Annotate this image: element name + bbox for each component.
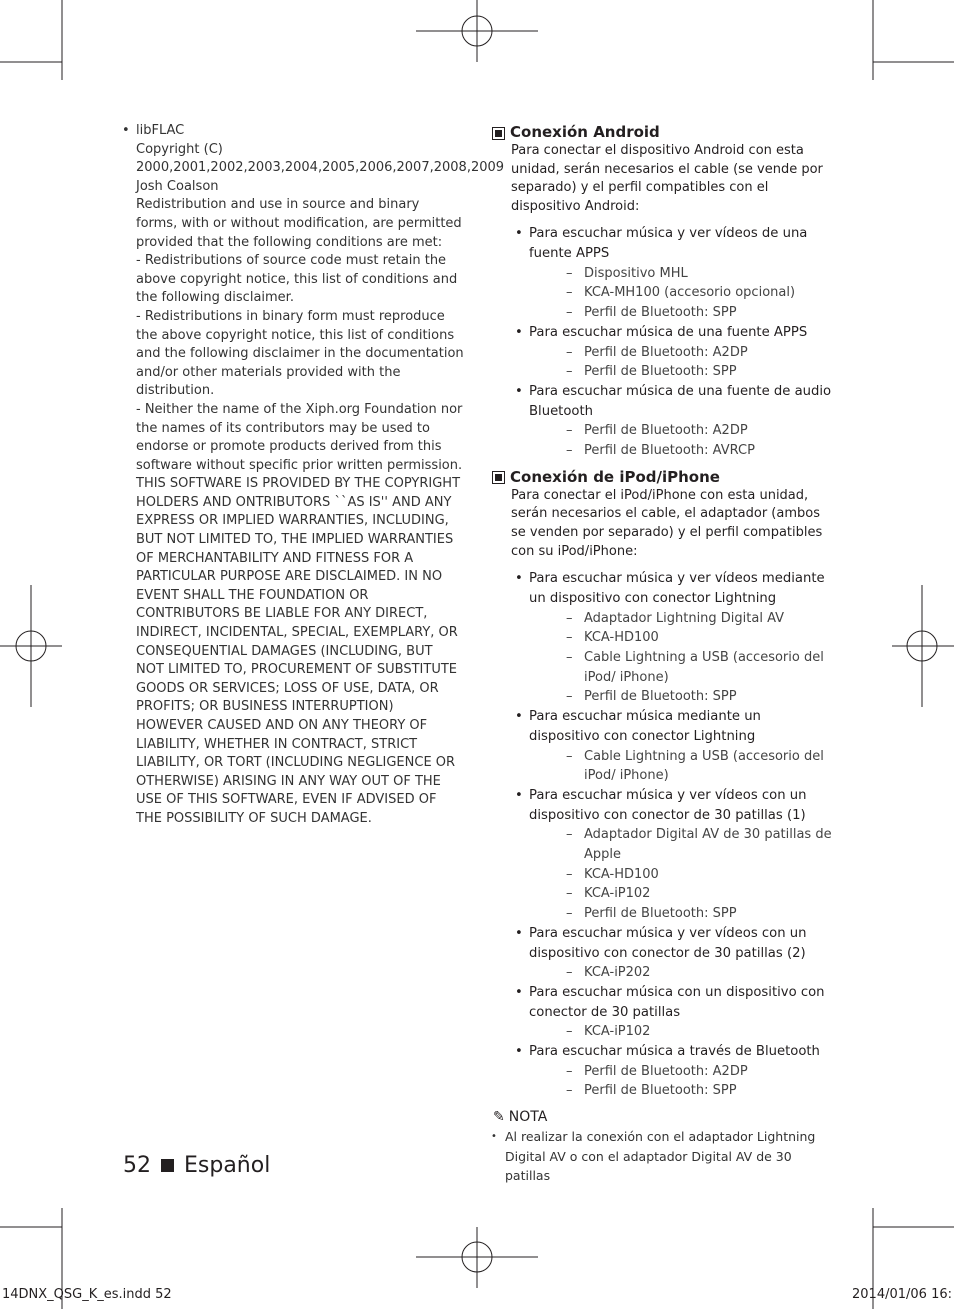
list-item: • Para escuchar música y ver vídeos con un dispositivo con conector de 30 patillas (1) – Adaptador Digital AV de 30 patillas de Apple – KCA-HD100 – KCA-iP102 – Perfil de Bluetooth: SPP <box>493 786 835 924</box>
list-item: • Para escuchar música y ver vídeos mediante un dispositivo con conector Lightning – Adaptador Lightning Digital AV – KCA-HD100 – Cable Lightning a USB (accesorio del iPod/ iPhone) – Perfil de Bluetooth: SPP <box>493 569 835 707</box>
sub-item: – KCA-iP102 <box>529 1022 835 1042</box>
page-footer <box>123 1153 270 1178</box>
list-item: • Para escuchar música con un dispositivo con conector de 30 patillas – KCA-iP102 <box>493 983 835 1042</box>
sub-item: – KCA-iP102 <box>529 884 835 904</box>
sub-item: – KCA-iP202 <box>529 963 835 983</box>
page-number: 52 <box>123 1153 151 1178</box>
sub-item: – Dispositivo MHL <box>529 264 835 284</box>
note-heading: ✎ NOTA <box>493 1109 548 1126</box>
license-title: libFLAC <box>136 123 185 138</box>
list-item: • Para escuchar música de una fuente de audio Bluetooth – Perfil de Bluetooth: A2DP – Perfil de Bluetooth: AVRCP <box>493 382 835 461</box>
section-android <box>493 122 835 461</box>
sub-item: – Perfil de Bluetooth: SPP <box>529 904 835 924</box>
section-intro: Para conectar el iPod/iPhone con esta unidad, serán necesarios el cable, el adaptador (ambos se venden por separado) y el perfil compatibles con su iPod/iPhone: <box>511 487 823 559</box>
license-disclaimer: THIS SOFTWARE IS PROVIDED BY THE COPYRIGHT HOLDERS AND ONTRIBUTORS ``AS IS'' AND ANY EXPRESS OR IMPLIED WARRANTIES, INCLUDING, BUT NOT LIMITED TO, THE IMPLIED WARRANTIES OF MERCHANTABILITY AND FITNESS FOR A PARTICULAR PURPOSE ARE DISCLAIMED. IN NO EVENT SHALL THE FOUNDATION OR CONTRIBUTORS BE LIABLE FOR ANY DIRECT, INDIRECT, INCIDENTAL, SPECIAL, EXEMPLARY, OR CONSEQUENTIAL DAMAGES (INCLUDING, BUT NOT LIMITED TO, PROCUREMENT OF SUBSTITUTE GOODS OR SERVICES; LOSS OF USE, DATA, OR PROFITS; OR BUSINESS INTERRUPTION) HOWEVER CAUSED AND ON ANY THEORY OF LIABILITY, WHETHER IN CONTRACT, STRICT LIABILITY, OR TORT (INCLUDING NEGLIGENCE OR OTHERWISE) ARISING IN ANY WAY OUT OF THE USE OF THIS SOFTWARE, EVEN IF ADVISED OF THE POSSIBILITY OF SUCH DAMAGE. <box>136 476 461 826</box>
connection-column <box>493 122 835 1186</box>
license-copyright: Copyright (C) 2000,2001,2002,2003,2004,2005,2006,2007,2008,2009 Josh Coalson <box>136 141 505 194</box>
list-item: • Para escuchar música mediante un dispositivo con conector Lightning – Cable Lightning a USB (accesorio del iPod/ iPhone) <box>493 707 835 786</box>
section-intro: Para conectar el dispositivo Android con esta unidad, serán necesarios el cable (se vende por separado) y el perfil compatibles con el dispositivo Android: <box>511 143 823 214</box>
license-paragraph: - Redistributions in binary form must reproduce the above copyright notice, this list of conditions and the following disclaimer in the documentation and/or other materials provided with the distribution. <box>136 308 464 399</box>
sub-item: – Perfil de Bluetooth: A2DP <box>529 421 835 441</box>
sub-item: – KCA-HD100 <box>529 865 835 885</box>
list-item: • Para escuchar música a través de Bluetooth – Perfil de Bluetooth: A2DP – Perfil de Bluetooth: SPP <box>493 1042 835 1101</box>
note-text: • Al realizar la conexión con el adaptador Lightning Digital AV o con el adaptador Digital AV de 30 patillas <box>493 1127 835 1186</box>
sub-item: – Perfil de Bluetooth: SPP <box>529 1081 835 1101</box>
sub-item: – Perfil de Bluetooth: A2DP <box>529 343 835 363</box>
section-ipod <box>493 467 835 1101</box>
square-icon <box>493 472 504 483</box>
slug-date: 2014/01/06 16: <box>852 1287 952 1302</box>
sub-item: – Perfil de Bluetooth: A2DP <box>529 1062 835 1082</box>
sub-item: – Perfil de Bluetooth: AVRCP <box>529 441 835 461</box>
slug-filename: 14DNX_QSG_K_es.indd 52 <box>2 1287 172 1302</box>
item-list <box>493 224 835 460</box>
item-list <box>493 569 835 1101</box>
pencil-icon: ✎ <box>493 1109 505 1126</box>
sub-item: – KCA-HD100 <box>529 628 835 648</box>
footer-language: Español <box>184 1153 271 1178</box>
sub-item: – Cable Lightning a USB (accesorio del iPod/ iPhone) <box>529 747 835 786</box>
sub-item: – Adaptador Lightning Digital AV <box>529 609 835 629</box>
sub-item: – Cable Lightning a USB (accesorio del iPod/ iPhone) <box>529 648 835 687</box>
license-paragraph: Redistribution and use in source and binary forms, with or without modification, are permitted provided that the following conditions are met: <box>136 197 462 250</box>
square-icon <box>161 1159 174 1172</box>
sub-item: – KCA-MH100 (accesorio opcional) <box>529 283 835 303</box>
license-paragraph: - Redistributions of source code must retain the above copyright notice, this list of conditions and the following disclaimer. <box>136 253 458 306</box>
sub-item: – Adaptador Digital AV de 30 patillas de Apple <box>529 825 835 864</box>
list-item: • Para escuchar música y ver vídeos con un dispositivo con conector de 30 patillas (2) – KCA-iP202 <box>493 924 835 983</box>
license-text <box>136 122 505 829</box>
license-column <box>122 122 505 829</box>
square-icon <box>493 128 504 139</box>
sub-item: – Perfil de Bluetooth: SPP <box>529 303 835 323</box>
sub-item: – Perfil de Bluetooth: SPP <box>529 362 835 382</box>
list-item: • Para escuchar música y ver vídeos de una fuente APPS – Dispositivo MHL – KCA-MH100 (accesorio opcional) – Perfil de Bluetooth: SPP <box>493 224 835 323</box>
section-title: Conexión Android <box>493 122 835 142</box>
list-item: • Para escuchar música de una fuente APPS – Perfil de Bluetooth: A2DP – Perfil de Bluetooth: SPP <box>493 323 835 382</box>
sub-item: – Perfil de Bluetooth: SPP <box>529 687 835 707</box>
license-paragraph: - Neither the name of the Xiph.org Foundation nor the names of its contributors may be used to endorse or promote products derived from this software without specific prior written permission. <box>136 401 463 473</box>
bullet: • <box>122 123 130 138</box>
section-title: Conexión de iPod/iPhone <box>493 467 835 487</box>
